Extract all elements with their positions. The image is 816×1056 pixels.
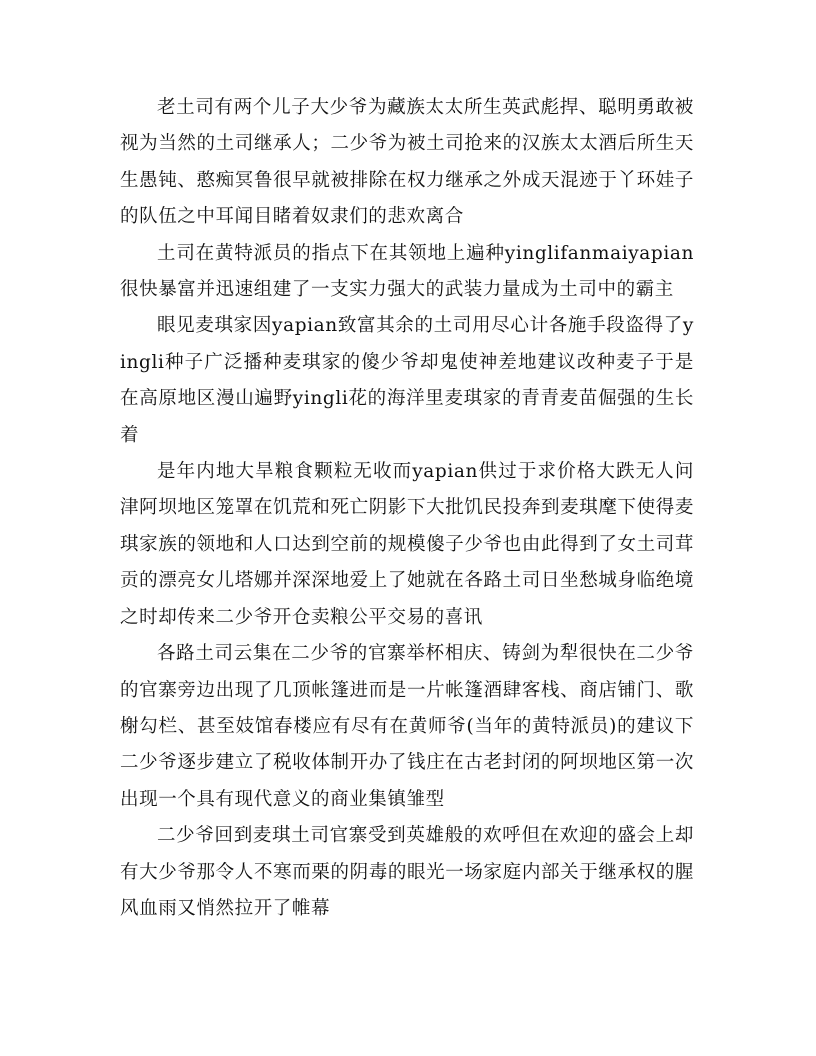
paragraph-4: 是年内地大旱粮食颗粒无收而yapian供过于求价格大跌无人问津阿坝地区笼罩在饥荒和死亡阴影下大批饥民投奔到麦琪麾下使得麦琪家族的领地和人口达到空前的规模傻子少爷也由此得到了女土司茸贡的漂亮女儿塔娜并深深地爱上了她就在各路土司日坐愁城身临绝境之时却传来二少爷开仓卖粮公平交易的喜讯 [120, 461, 694, 628]
document-body [120, 90, 694, 927]
paragraph-6: 二少爷回到麦琪土司官寨受到英雄般的欢呼但在欢迎的盛会上却有大少爷那令人不寒而栗的阴毒的眼光一场家庭内部关于继承权的腥风血雨又悄然拉开了帷幕 [120, 825, 694, 919]
paragraph-5: 各路土司云集在二少爷的官寨举杯相庆、铸剑为犁很快在二少爷的官寨旁边出现了几顶帐篷进而是一片帐篷酒肆客栈、商店铺门、歌榭勾栏、甚至妓馆春楼应有尽有在黄师爷(当年的黄特派员)的建议下二少爷逐步建立了税收体制开办了钱庄在古老封闭的阿坝地区第一次出现一个具有现代意义的商业集镇雏型 [120, 643, 694, 810]
paragraph-2: 土司在黄特派员的指点下在其领地上遍种yinglifanmaiyapian很快暴富并迅速组建了一支实力强大的武装力量成为土司中的霸主 [120, 242, 694, 301]
paragraph-1: 老土司有两个儿子大少爷为藏族太太所生英武彪捍、聪明勇敢被视为当然的土司继承人；二少爷为被土司抢来的汉族太太酒后所生天生愚钝、憨痴冥鲁很早就被排除在权力继承之外成天混迹于丫环娃子的队伍之中耳闻目睹着奴隶们的悲欢离合 [120, 97, 694, 228]
paragraph-3: 眼见麦琪家因yapian致富其余的土司用尽心计各施手段盗得了yingli种子广泛播种麦琪家的傻少爷却鬼使神差地建议改种麦子于是在高原地区漫山遍野yingli花的海洋里麦琪家的青青麦苗倔强的生长着 [120, 315, 694, 446]
